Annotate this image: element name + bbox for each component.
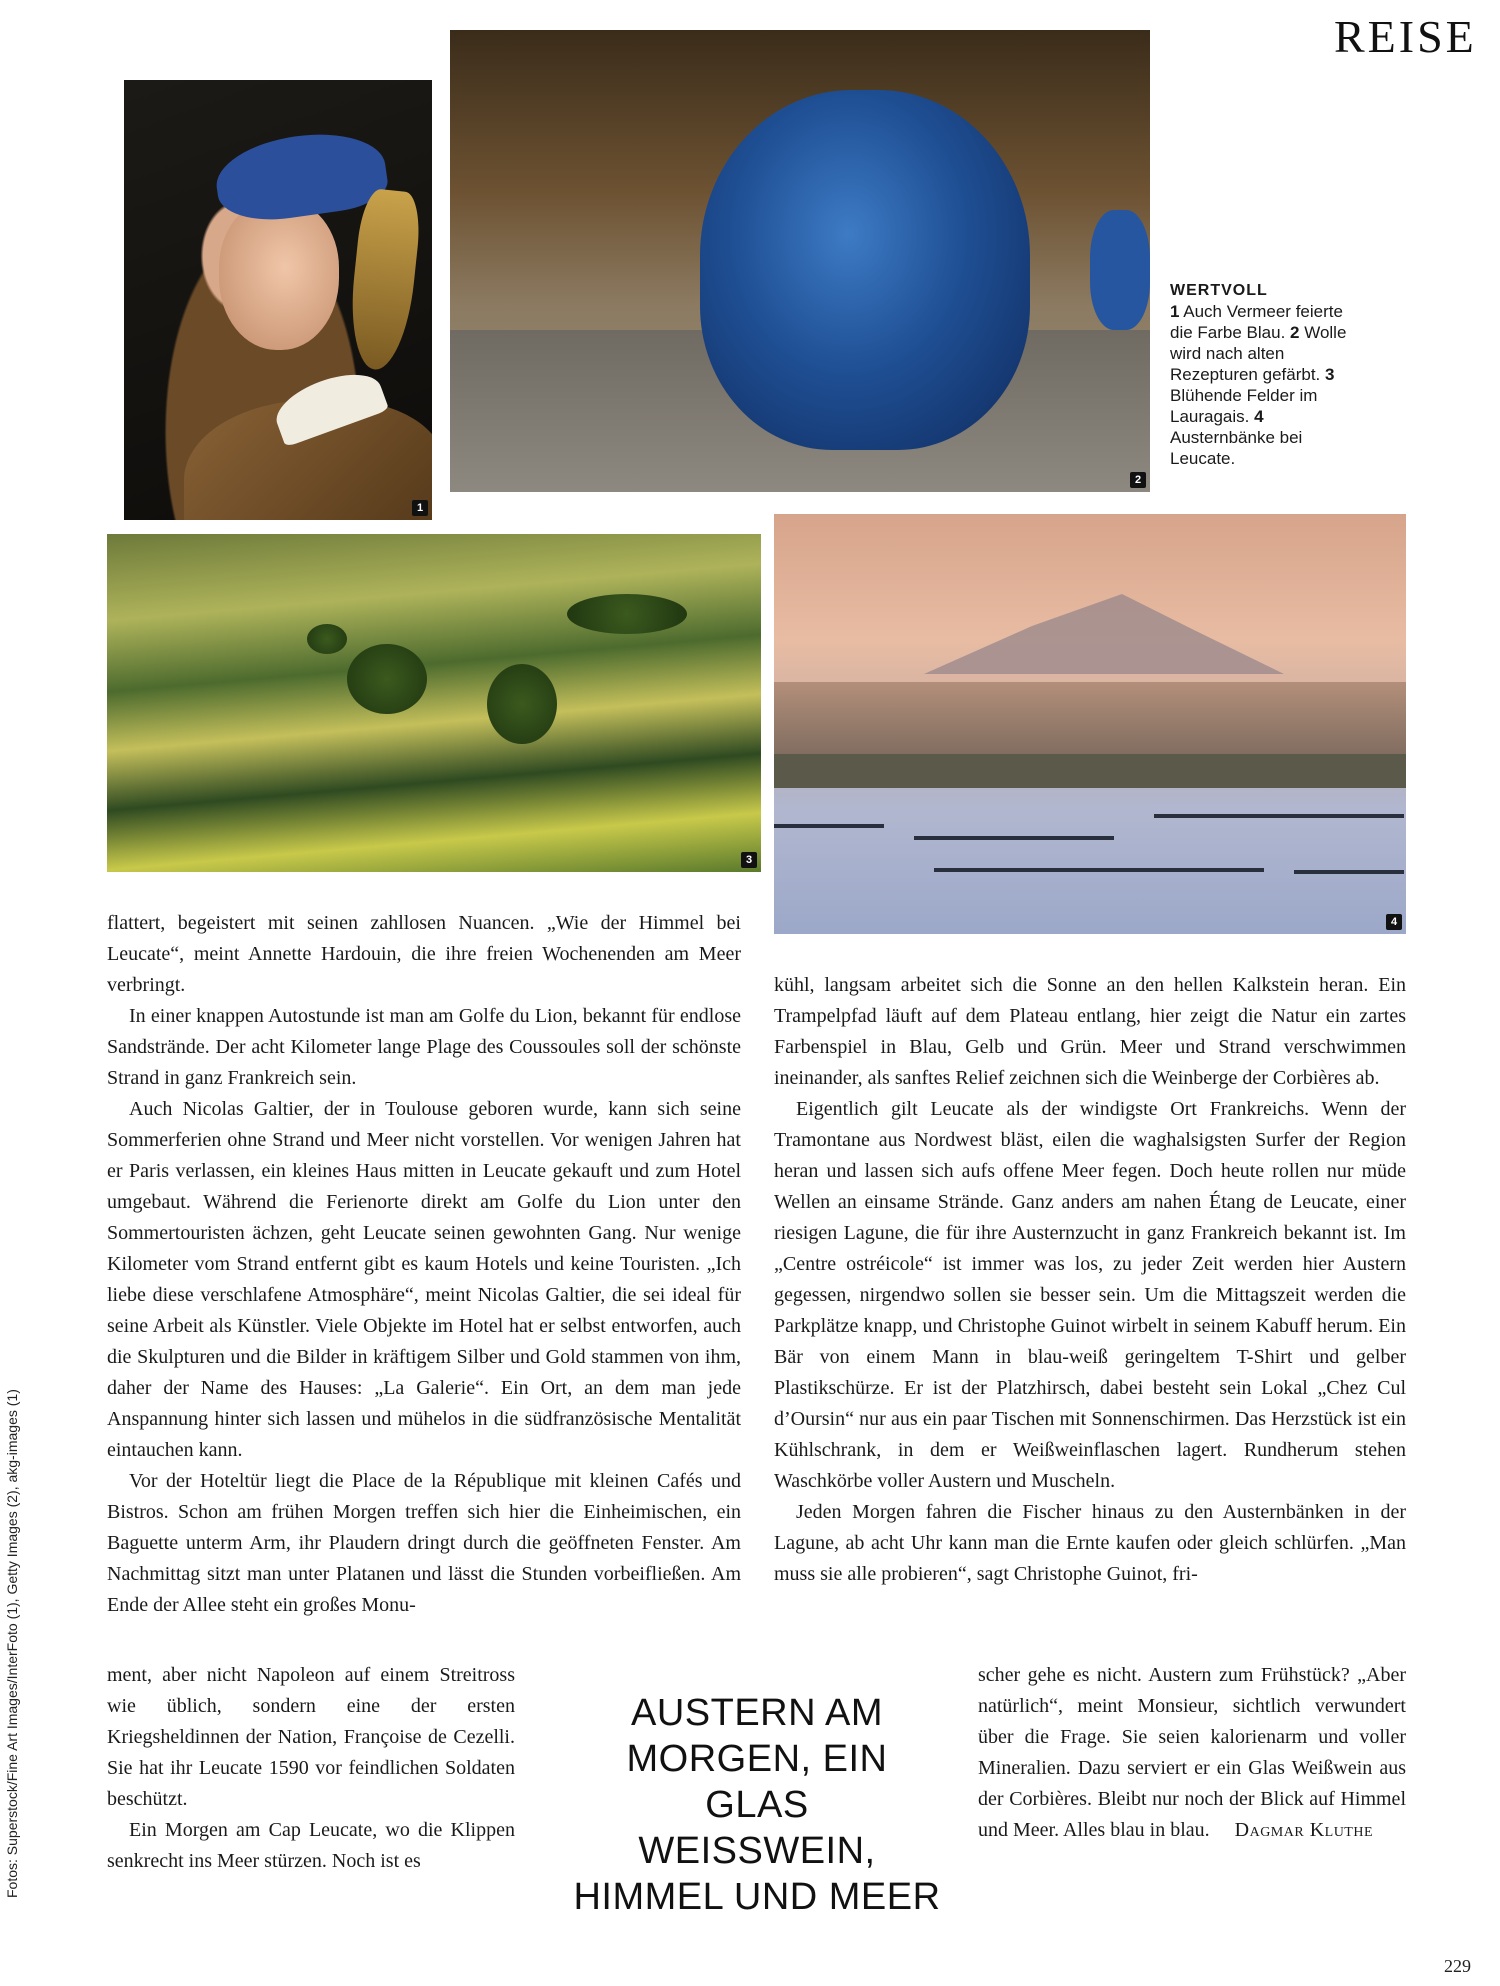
pull-quote-line: HIMMEL UND MEER [573,1876,941,1918]
paragraph: ment, aber nicht Napoleon auf einem Streitross wie üblich, sondern eine der ersten Kriegsheldinnen der Nation, Françoise de Cezelli. Sie hat ihr Leucate 1590 vor feindlichen Soldaten beschützt. [107,1664,515,1810]
photo-oyster-beds [774,514,1406,934]
oyster-rack [914,836,1114,840]
paragraph: flattert, begeistert mit seinen zahllosen Nuancen. „Wie der Himmel bei Leucate“, meint Annette Hardouin, die ihre freien Wochenenden am Meer verbringt. [107,912,741,996]
paragraph: scher gehe es nicht. Austern zum Frühstück? „Aber natürlich“, meint Monsieur, sichtlich verwundert über die Frage. Sie seien kalorienarm und voller Mineralien. Dazu serviert er ein Glas Weißwein aus der Corbières. Bleibt nur noch der Blick auf Himmel und Meer. Alles blau in blau. Dagmar Kluthe [978,1664,1406,1841]
pull-quote-line: MORGEN, EIN GLAS [626,1738,888,1826]
photo-number: 3 [741,852,757,868]
article-column-left [107,908,741,1621]
oyster-rack [1154,814,1404,818]
paragraph: Eigentlich gilt Leucate als der windigste Ort Frankreichs. Wenn der Tramontane aus Nordwest bläst, eilen die waghalsigsten Surfer der Region heran und lassen sich aufs offene Meer fegen. Doch heute rollen nur müde Wellen an einsame Strände. Ganz anders am nahen Étang de Leucate, einer riesigen Lagune, die für ihre Austernzucht in ganz Frankreich bekannt ist. Im „Centre ostréicole“ ist immer was los, zu jeder Zeit werden hier Austern gegessen, nirgendwo sollen sie besser sein. Um die Mittagszeit werden die Parkplätze knapp, und Christophe Guinot wirbelt in seinem Kabuff herum. Ein Bär von einem Mann in blau-weiß geringeltem T-Shirt und gelber Plastikschürze. Er ist der Platzhirsch, dabei besteht sein Lokal „Chez Cul d’Oursin“ nur aus ein paar Tischen mit Sonnenschirmen. Das Herzstück ist ein Kühlschrank, in dem er Weißweinflaschen lagert. Rundherum stehen Waschkörbe voller Austern und Muscheln. [774,1098,1406,1492]
field-tree [487,664,557,744]
photo-vermeer-portrait [124,80,432,520]
page-number: 229 [1444,1956,1471,1976]
author-name: Dagmar Kluthe [1234,1819,1374,1841]
photo-number: 2 [1130,472,1146,488]
pull-quote-line: AUSTERN AM [630,1692,884,1734]
article-column-right-bottom [978,1660,1406,1846]
paragraph: Jeden Morgen fahren die Fischer hinaus zu den Austernbänken in der Lagune, ab acht Uhr kann man die Ernte kaufen oder gleich schlürfen. „Man muss sie alle probieren“, sagt Christophe Guinot, fri- [774,1501,1406,1585]
article-column-right [774,970,1406,1590]
lagoon-mountain [924,594,1284,674]
photo-lauragais-fields [107,534,761,872]
oyster-rack [774,824,884,828]
article-column-left-bottom [107,1660,515,1877]
wool-spool [700,90,1030,450]
field-trees-row [567,594,687,634]
lagoon-shore [774,754,1406,788]
photo-number: 1 [412,500,428,516]
photo-caption [1170,280,1370,469]
paragraph: kühl, langsam arbeitet sich die Sonne an den hellen Kalkstein heran. Ein Trampelpfad läuft auf dem Plateau entlang, hier zeigt die Natur ein zartes Farbenspiel in Blau, Gelb und Grün. Meer und Strand verschwimmen ineinander, als sanftes Relief zeichnen sich die Weinberge der Corbières ab. [774,974,1406,1089]
portrait-yellow-scarf [345,187,423,372]
section-title: REISE [1334,11,1477,62]
field-tree [347,644,427,714]
portrait-face [219,200,339,350]
paragraph: In einer knappen Autostunde ist man am Golfe du Lion, bekannt für endlose Sandstrände. Der acht Kilometer lange Plage des Coussoules soll der schönste Strand in ganz Frankreich sein. [107,1005,741,1089]
pull-quote [570,1690,944,1920]
oyster-rack [1294,870,1404,874]
photo-credit: Fotos: Superstock/Fine Art Images/InterFoto (1), Getty Images (2), akg-images (1) [4,1389,20,1898]
caption-body: 1 Auch Vermeer feierte die Farbe Blau. 2 Wolle wird nach alten Rezepturen gefärbt. 3 Blühende Felder im Lauragais. 4 Austernbänke bei Leucate. [1170,302,1347,468]
photo-number: 4 [1386,914,1402,930]
lagoon-town [774,682,1406,762]
photo-blue-wool [450,30,1150,492]
paragraph: Auch Nicolas Galtier, der in Toulouse geboren wurde, kann sich seine Sommerferien ohne Strand und Meer nicht vorstellen. Vor wenigen Jahren hat er Paris verlassen, ein kleines Haus mitten in Leucate gekauft und zum Hotel umgebaut. Während die Ferienorte direkt am Golfe du Lion unter den Sommertouristen ächzen, geht Leucate seinen gewohnten Gang. Nur wenige Kilometer vom Strand entfernt gibt es kaum Hotels und keine Touristen. „Ich liebe diese verschlafene Atmosphäre“, meint Nicolas Galtier, die sei ideal für seine Arbeit als Künstler. Viele Objekte im Hotel hat er selbst entworfen, auch die Skulpturen und die Bilder in kräftigem Silber und Gold stammen von ihm, daher der Name des Hauses: „La Galerie“. Ein Ort, an dem man jede Anspannung hinter sich lassen und mühelos in die südfranzösische Mentalität eintauchen kann. [107,1098,741,1461]
field-tree [307,624,347,654]
oyster-rack [934,868,1264,872]
caption-heading: WERTVOLL [1170,282,1268,299]
pull-quote-line: WEISSWEIN, [638,1830,876,1872]
paragraph: Vor der Hoteltür liegt die Place de la République mit kleinen Cafés und Bistros. Schon am frühen Morgen treffen sich hier die Einheimischen, ein Baguette unterm Arm, ihr Plaudern dringt durch die geöffneten Fenster. Am Nachmittag sitzt man unter Platanen und lässt die Stunden vorbeifließen. Am Ende der Allee steht ein großes Monu- [107,1470,741,1616]
wool-spool-background [1090,210,1150,330]
paragraph: Ein Morgen am Cap Leucate, wo die Klippen senkrecht ins Meer stürzen. Noch ist es [107,1819,515,1872]
